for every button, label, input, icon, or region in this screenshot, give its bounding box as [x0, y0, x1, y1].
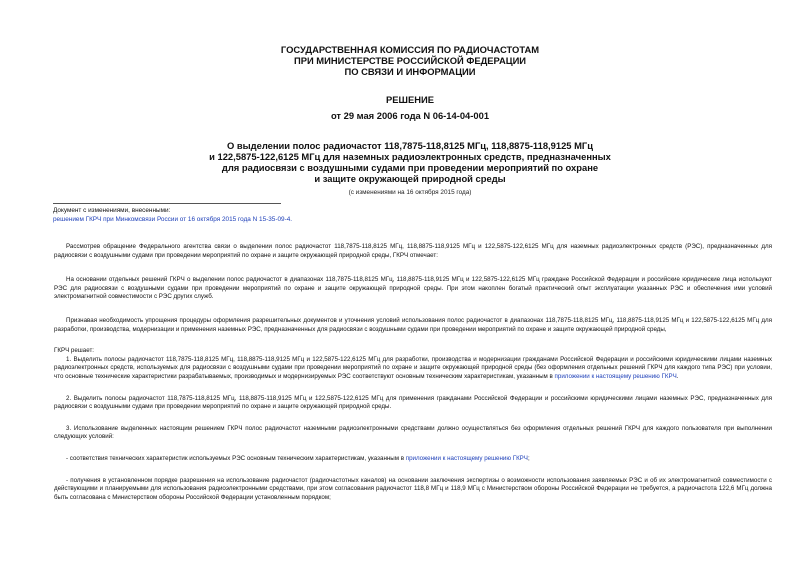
change-note-label: Документ с изменениями, внесенными: — [53, 207, 171, 214]
change-note-link[interactable]: решением ГКРЧ при Минкомсвязи России от 16 октября 2015 года N 15-35-09-4. — [53, 215, 293, 223]
appendix-link-2[interactable]: приложении к настоящему решению ГКРЧ — [405, 454, 528, 462]
issuer-line-3: ПО СВЯЗИ И ИНФОРМАЦИИ — [344, 66, 476, 78]
document-body — [54, 243, 772, 502]
issuer-header — [150, 44, 670, 78]
paragraph-condition-1 — [54, 455, 772, 464]
title-line-2: и 122,5875-122,6125 МГц для наземных радиоэлектронных средств, предназначенных — [209, 151, 611, 162]
paragraph-3: Признавая необходимость упрощения процедуры оформления разрешительных документов и уточнения условий использования полос радиочастот в диапазонах 118,7875-118,8125 МГц, 118,8875-118,9125 МГц и 122,5875-122,6125 МГц для разработки, производства, модернизации и применения наземных РЭС, предназначенных для радиосвязи с воздушными судами при проведении мероприятий по охране и защите окружающей природной среды, — [54, 316, 772, 333]
paragraph-decides: ГКРЧ решает: — [54, 347, 95, 355]
condition-1-end: ; — [527, 454, 530, 462]
condition-1-text: - соответствия технических характеристик используемых РЭС основным техническим характеристикам, указанным в — [66, 454, 406, 462]
paragraph-item-3: 3. Использование выделенных настоящим решением ГКРЧ полос радиочастот наземными радиоэлектронными средствами должно осуществляться без оформления отдельных решений ГКРЧ для каждого пользователя при выполнении следующих условий: — [54, 424, 772, 441]
amendment-note: (с изменениями на 16 октября 2015 года) — [348, 189, 472, 196]
doc-date: от 29 мая 2006 года N 06-14-04-001 — [330, 110, 490, 121]
title-line-1: О выделении полос радиочастот 118,7875-118,8125 МГц, 118,8875-118,9125 МГц — [226, 140, 594, 151]
appendix-link[interactable]: приложении к настоящему решению ГКРЧ — [554, 372, 677, 380]
paragraph-condition-2: - получения в установленном порядке разрешения на использование радиочастот (радиочастотных каналов) на основании заключения экспертизы о возможности использования заявляемых РЭС и об их электромагнитной совместимости с действующими и планируемыми для использования радиоэлектронными средствами, при этом согласования радиочастот 118,8 МГц и 118,9 МГц с Министерством обороны Российской Федерации не требуется, а радиочастота 122,6 МГц должна быть согласована с Министерством обороны Российской Федерации установленным порядком; — [54, 476, 772, 501]
doc-type: РЕШЕНИЕ — [386, 94, 434, 105]
title-line-3: для радиосвязи с воздушными судами при проведении мероприятий по охране — [221, 162, 599, 173]
issuer-line-1: ГОСУДАРСТВЕННАЯ КОМИССИЯ ПО РАДИОЧАСТОТАМ — [280, 44, 540, 55]
item-1-end: . — [676, 372, 679, 380]
title-line-4: и защите окружающей природной среды — [314, 173, 506, 184]
note-divider — [53, 203, 281, 204]
paragraph-item-1 — [54, 356, 772, 382]
doc-title — [120, 140, 700, 184]
issuer-line-2: ПРИ МИНИСТЕРСТВЕ РОССИЙСКОЙ ФЕДЕРАЦИИ — [293, 55, 527, 67]
paragraph-item-2: 2. Выделить полосы радиочастот 118,7875-118,8125 МГц, 118,8875-118,9125 МГц и 122,5875-122,6125 МГц для применения гражданами Российской Федерации и российскими юридическими лицами наземных РЭС, предназначенных для радиосвязи с воздушными судами при проведении мероприятий по охране и защите окружающей природной среды. — [54, 394, 772, 411]
item-1-text: 1. Выделить полосы радиочастот 118,7875-118,8125 МГц, 118,8875-118,9125 МГц и 122,5875-122,6125 МГц для разработки, производства и модернизации гражданами Российской Федерации и российскими юридическими лицами наземных радиоэлектронных средств, используемых для радиосвязи с воздушными судами при проведении мероприятий по охране и защите окружающей природной среды (без оформления отдельных решений ГКРЧ для каждого типа РЭС) при условии, что основные технические характеристики разрабатываемых, производимых и модернизируемых РЭС соответствуют основным техническим характеристикам, указанным в — [54, 355, 772, 380]
paragraph-1: Рассмотрев обращение Федерального агентства связи о выделении полос радиочастот 118,7875-118,8125 МГц, 118,8875-118,9125 МГц и 122,5875-122,6125 МГц для наземных радиоэлектронных средств (РЭС), предназначенных для радиосвязи с воздушными судами при проведении мероприятий по охране и защите окружающей природной среды, ГКРЧ отмечает: — [54, 243, 772, 259]
paragraph-2: На основании отдельных решений ГКРЧ о выделении полос радиочастот в диапазонах 118,7875-118,8125 МГц, 118,8875-118,9125 МГц и 122,5875-122,6125 МГц граждане Российской Федерации и российские юридические лица используют РЭС для радиосвязи с воздушными судами при проведении мероприятий по охране и защите окружающей природной среды. При этом накоплен богатый практический опыт эксплуатации указанных РЭС и обеспечения ими условий электромагнитной совместимости с РЭС других служб. — [54, 276, 772, 301]
change-note — [53, 207, 292, 224]
